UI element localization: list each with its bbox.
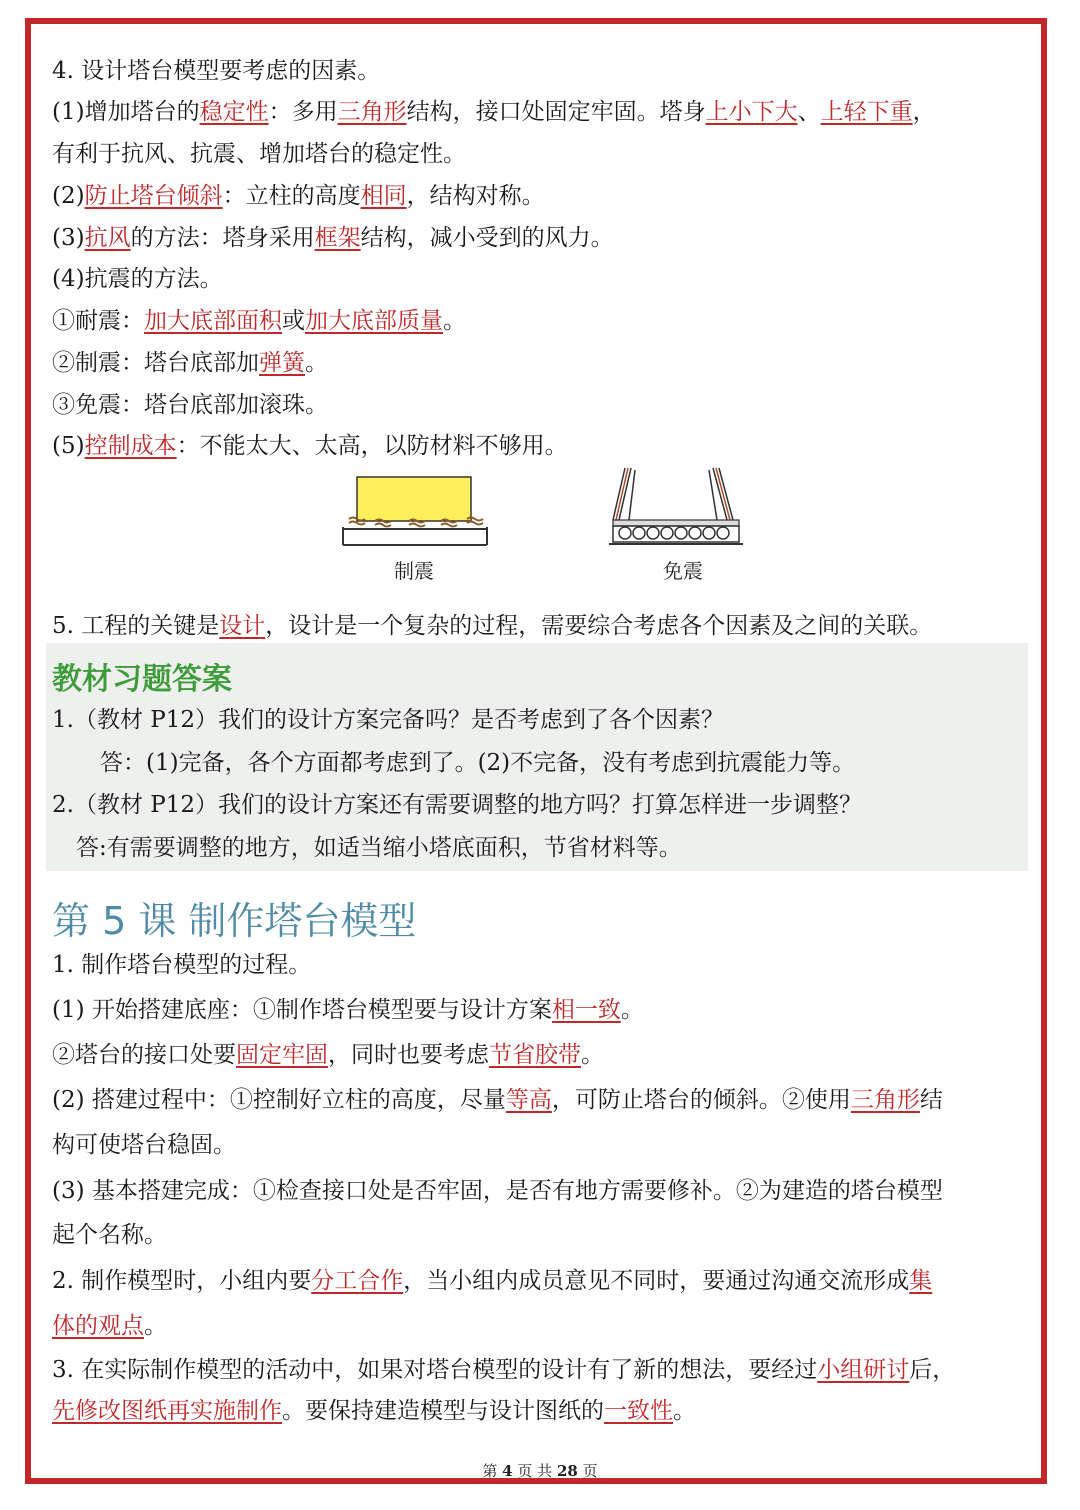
text: ②塔台的接口处要	[52, 1042, 236, 1068]
text: 3. 在实际制作模型的活动中，如果对塔台模型的设计有了新的想法，要经过	[52, 1357, 818, 1383]
keyword: 框架	[314, 225, 361, 251]
figure-label-isolation: 免震	[663, 559, 703, 583]
keyword: 先修改图纸再实施制作	[52, 1398, 282, 1424]
text: 。	[673, 1398, 696, 1424]
lesson-point2-line2	[52, 1311, 167, 1341]
text: 。要保持建造模型与设计图纸的	[282, 1398, 604, 1424]
page-footer	[0, 1460, 1080, 1481]
text: ②制震：塔台底部加	[52, 350, 259, 376]
keyword: 分工合作	[311, 1268, 404, 1294]
keyword: 弹簧	[259, 350, 305, 376]
section4-item1-line1	[52, 97, 936, 127]
section4-item4-1	[52, 306, 466, 336]
text: 。	[581, 1042, 604, 1068]
text: 的方法：塔身采用	[130, 225, 315, 251]
question-1: 1.（教材 P12）我们的设计方案完备吗？是否考虑到了各个因素？	[52, 707, 724, 733]
footer-text: 页	[582, 1462, 598, 1480]
keyword: 加大底部质量	[305, 308, 443, 334]
question-2: 2.（教材 P12）我们的设计方案还有需要调整的地方吗？打算怎样进一步调整？	[52, 792, 862, 818]
keyword: 三角形	[850, 1087, 920, 1113]
text: ：立柱的高度	[222, 183, 361, 209]
section4-item5	[52, 431, 568, 461]
text: (5)	[52, 433, 85, 459]
damping-figure	[335, 465, 505, 550]
text: ：不能太大、太高，以防材料不够用。	[176, 433, 568, 459]
keyword: 防止塔台倾斜	[84, 183, 223, 209]
section4-item1-line2: 有利于抗风、抗震、增加塔台的稳定性。	[52, 141, 466, 167]
text: (2) 搭建过程中：①控制好立柱的高度，尽量	[52, 1087, 506, 1113]
text: 。	[144, 1313, 167, 1339]
keyword: 小组研讨	[817, 1357, 910, 1383]
tower-block	[357, 477, 471, 521]
keyword: 固定牢固	[236, 1042, 328, 1068]
lesson-point3-line2	[52, 1396, 696, 1426]
text: 结	[919, 1087, 943, 1113]
page-total: 28	[556, 1462, 578, 1480]
text: 2. 制作模型时，小组内要	[52, 1268, 312, 1294]
answer-2: 答:有需要调整的地方，如适当缩小塔底面积，节省材料等。	[76, 835, 682, 861]
lesson-point3-line1	[52, 1355, 955, 1385]
text: ：多用	[268, 99, 338, 125]
section4-heading: 4. 设计塔台模型要考虑的因素。	[52, 58, 381, 84]
footer-text: 页 共	[517, 1462, 553, 1480]
lesson-step2-line1	[52, 1085, 943, 1115]
footer-text: 第	[482, 1462, 498, 1480]
isolation-figure	[605, 462, 745, 552]
figure-label-damping: 制震	[394, 559, 434, 583]
text: 5. 工程的关键是	[52, 613, 220, 639]
text: ，结构对称。	[406, 183, 545, 209]
lesson-point2-line1	[52, 1266, 932, 1296]
section4-item4-3: ③免震：塔台底部加滚珠。	[52, 392, 328, 418]
keyword: 集	[909, 1268, 933, 1294]
lesson-step1-b	[52, 1040, 604, 1070]
text: ①耐震：	[52, 308, 144, 334]
keyword: 相一致	[551, 997, 621, 1023]
text: 。	[620, 997, 644, 1023]
keyword: 控制成本	[84, 433, 177, 459]
keyword: 等高	[505, 1087, 552, 1113]
lesson-title: 第 5 课 制作塔台模型	[52, 899, 417, 943]
keyword: 抗风	[84, 225, 131, 251]
lesson-step3-line2: 起个名称。	[52, 1222, 167, 1248]
text: ，设计是一个复杂的过程，需要综合考虑各个因素及之间的关联。	[265, 613, 933, 639]
text: ，当小组内成员意见不同时，要通过沟通交流形成	[403, 1268, 910, 1294]
section4-item2	[52, 181, 545, 211]
section4-item3	[52, 223, 614, 253]
keyword: 上小下大	[705, 99, 798, 125]
text: (1) 开始搭建底座：①制作塔台模型要与设计方案	[52, 997, 552, 1023]
section4-item4: (4)抗震的方法。	[52, 266, 223, 292]
text: 、	[797, 99, 821, 125]
text: ，	[912, 99, 936, 125]
text: 或	[282, 308, 305, 334]
section5	[52, 611, 932, 641]
text: 。	[305, 350, 328, 376]
text: (2)	[52, 183, 85, 209]
answer-1: 答：(1)完备，各个方面都考虑到了。(2)不完备，没有考虑到抗震能力等。	[100, 750, 856, 776]
section4-item4-2	[52, 348, 328, 378]
keyword: 体的观点	[52, 1313, 144, 1339]
text: 。	[443, 308, 466, 334]
text: 结构，减小受到的风力。	[360, 225, 614, 251]
lesson-heading-1: 1. 制作塔台模型的过程。	[52, 952, 312, 978]
platform	[613, 520, 739, 526]
keyword: 三角形	[337, 99, 407, 125]
lesson-step2-line2: 构可使塔台稳固。	[52, 1132, 236, 1158]
text: 结构，接口处固定牢固。塔身	[406, 99, 706, 125]
keyword: 相同	[360, 183, 407, 209]
text: ，同时也要考虑	[328, 1042, 489, 1068]
text: 后，	[909, 1357, 956, 1383]
lesson-step1	[52, 995, 644, 1025]
text: (1)增加塔台的	[52, 99, 200, 125]
ball-bearings-icon	[619, 527, 729, 539]
keyword: 上轻下重	[820, 99, 913, 125]
text: (3)	[52, 225, 85, 251]
keyword: 稳定性	[199, 99, 269, 125]
lesson-step3-line1: (3) 基本搭建完成：①检查接口处是否牢固，是否有地方需要修补。②为建造的塔台模型	[52, 1178, 943, 1204]
tower-legs	[613, 468, 733, 520]
keyword: 设计	[219, 613, 266, 639]
keyword: 节省胶带	[489, 1042, 581, 1068]
text: ，可防止塔台的倾斜。②使用	[551, 1087, 851, 1113]
answer-title: 教材习题答案	[52, 662, 232, 697]
page-number: 4	[502, 1462, 513, 1480]
keyword: 一致性	[604, 1398, 673, 1424]
keyword: 加大底部面积	[144, 308, 282, 334]
